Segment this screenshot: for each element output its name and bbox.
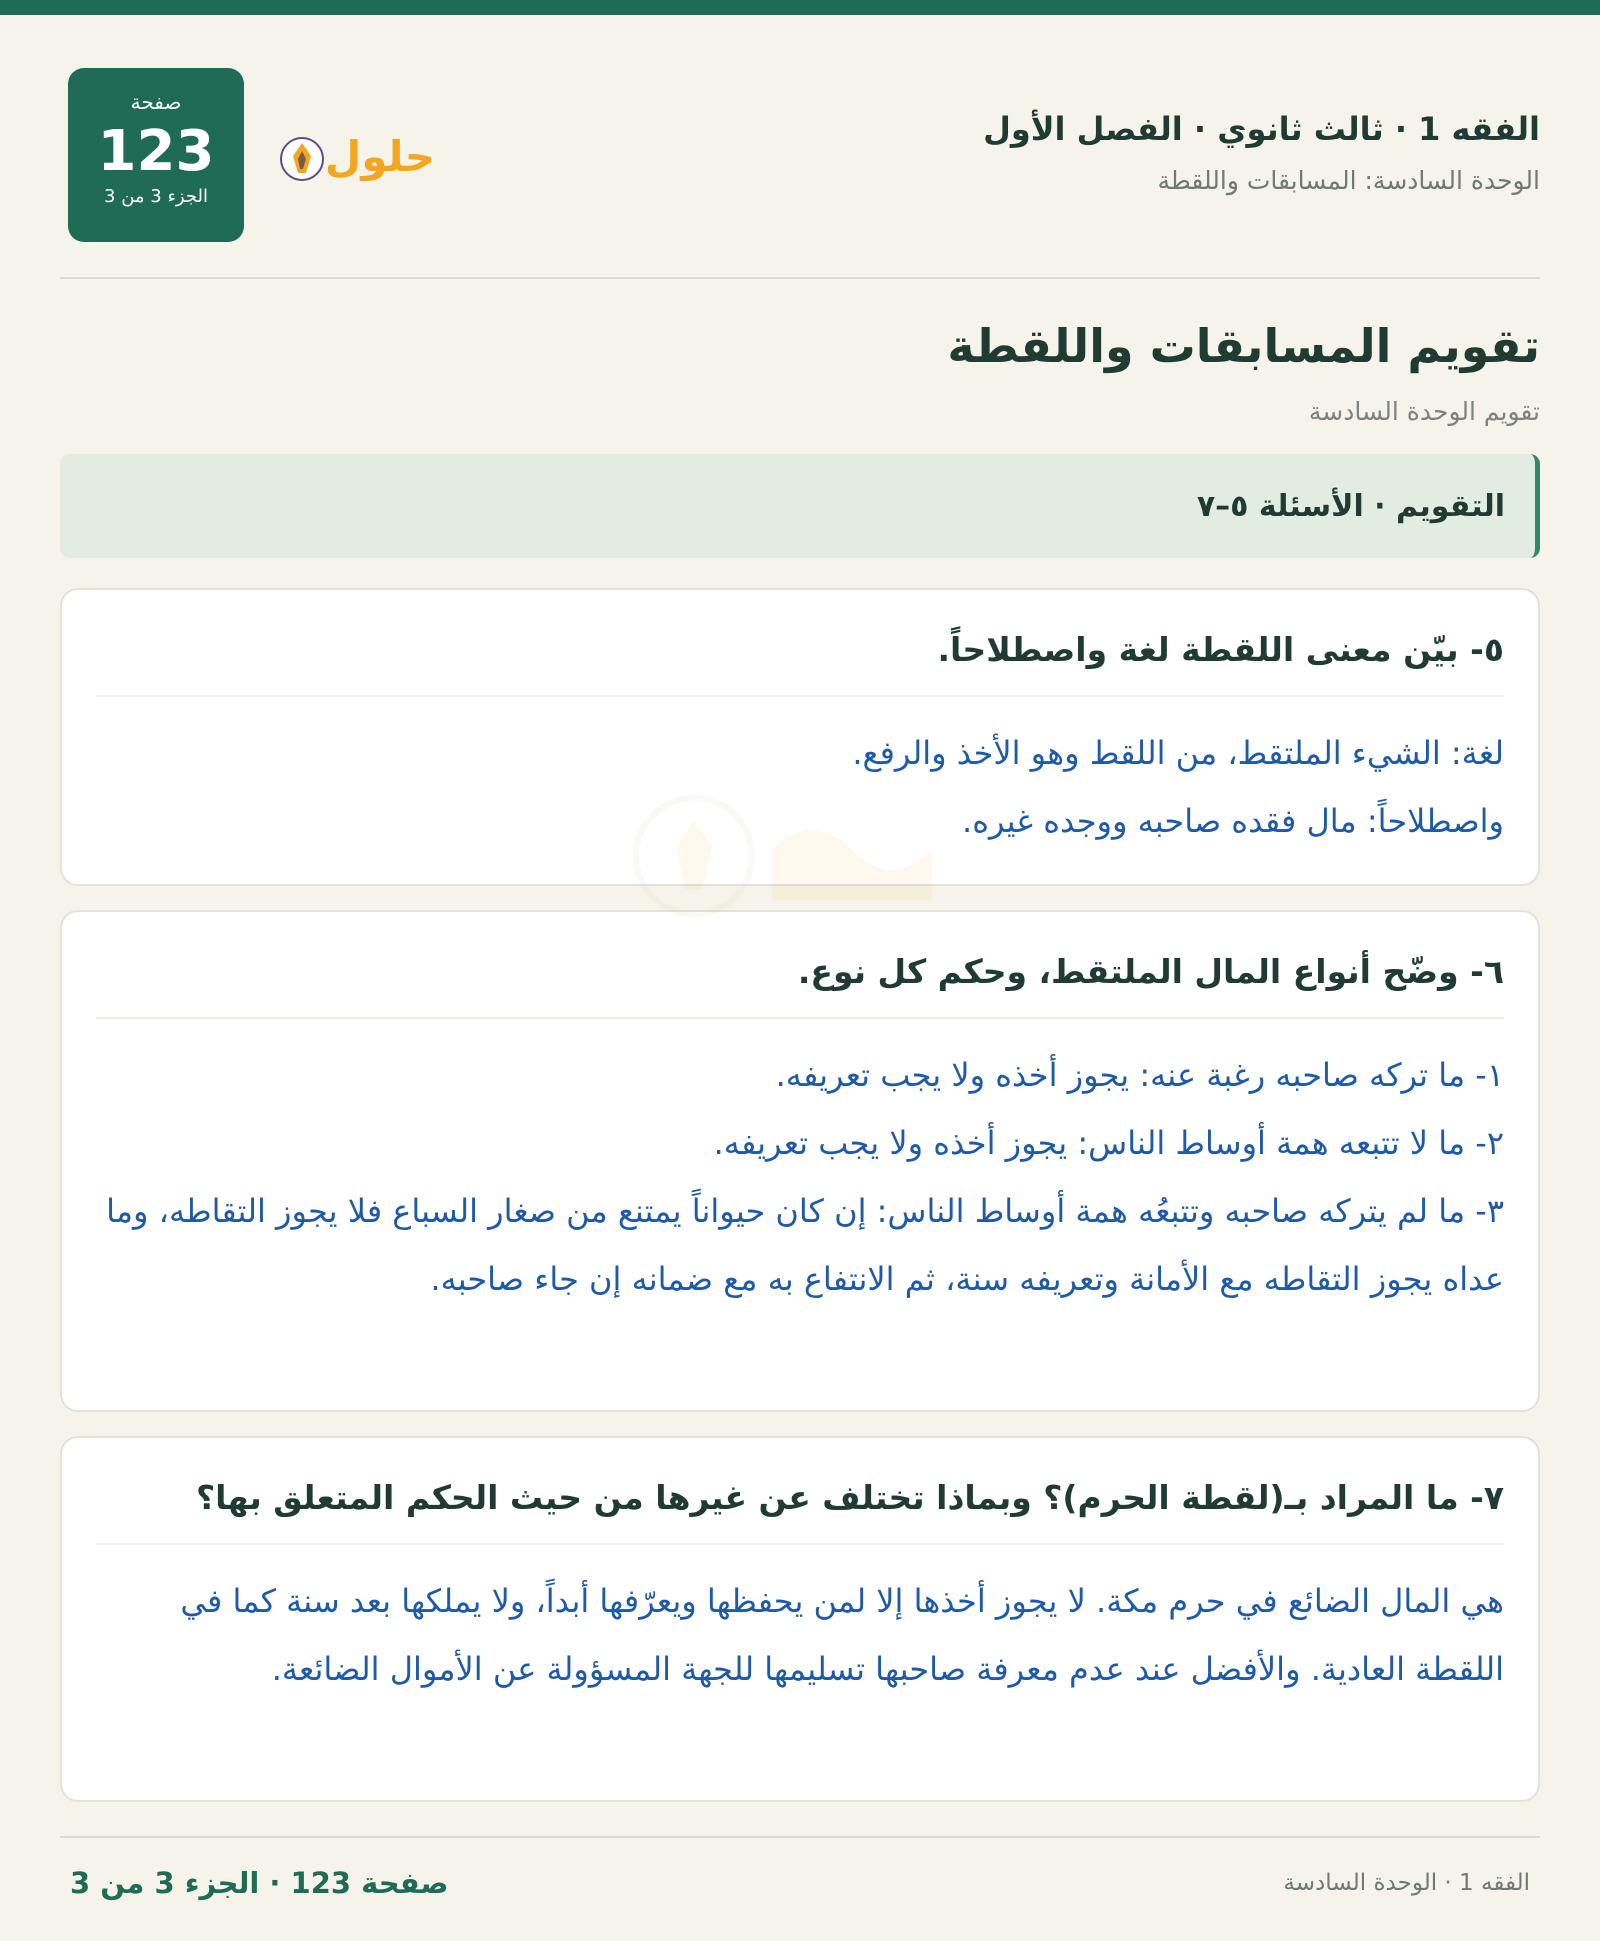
title-block [60, 319, 1540, 426]
question-text: ٧- ما المراد بـ(لقطة الحرم)؟ وبماذا تختلف عن غيرها من حيث الحكم المتعلق بها؟ [96, 1438, 1504, 1545]
page-header [60, 15, 1540, 279]
question-text: ٦- وضّح أنواع المال الملتقط، وحكم كل نوع. [96, 912, 1504, 1019]
question-card [60, 588, 1540, 886]
question-text: ٥- بيّن معنى اللقطة لغة واصطلاحاً. [96, 590, 1504, 697]
answer-line: ١- ما تركه صاحبه رغبة عنه: يجوز أخذه ولا يجب تعريفه. [775, 1056, 1504, 1094]
answer-line: هي المال الضائع في حرم مكة. لا يجوز أخذها إلا لمن يحفظها ويعرّفها أبداً، ولا يملكها بعد سنة كما في اللقطة العادية. والأفضل عند عدم معرفة صاحبها تسليمها للجهة المسؤولة عن الأموال الضائعة. [180, 1582, 1504, 1688]
brand-logo [272, 123, 452, 195]
top-accent-bar [0, 0, 1600, 15]
page-number-badge [68, 68, 244, 242]
section-title: التقويم · الأسئلة ٥–٧ [1196, 488, 1505, 524]
badge-part: الجزء 3 من 3 [104, 186, 208, 207]
header-text [983, 110, 1540, 195]
watermark-logo-icon [632, 790, 962, 920]
question-card [60, 910, 1540, 1412]
footer-page-info: صفحة 123 · الجزء 3 من 3 [70, 1866, 449, 1900]
answer-line: لغة: الشيء الملتقط، من اللقط وهو الأخذ والرفع. [852, 734, 1504, 772]
badge-page-number: 123 [97, 119, 215, 184]
answer-line: ٢- ما لا تتبعه همة أوساط الناس: يجوز أخذه ولا يجب تعريفه. [713, 1124, 1504, 1162]
section-banner [60, 454, 1540, 558]
footer-book-info: الفقه 1 · الوحدة السادسة [1283, 1870, 1530, 1896]
answer-block [96, 1545, 1504, 1727]
page-container [60, 15, 1540, 1926]
answer-block [96, 1019, 1504, 1337]
badge-label: صفحة [130, 90, 182, 114]
answer-line: واصطلاحاً: مال فقده صاحبه ووجده غيره. [962, 802, 1504, 840]
question-card [60, 1436, 1540, 1802]
unit-subtitle: الوحدة السادسة: المسابقات واللقطة [1157, 166, 1540, 195]
answer-line: ٣- ما لم يتركه صاحبه وتتبعُه همة أوساط الناس: إن كان حيواناً يمتنع من صغار السباع فلا يجوز التقاطه، وما عداه يجوز التقاطه مع الأمانة وتعريفه سنة، ثم الانتفاع به مع ضمانه إن جاء صاحبه. [106, 1192, 1504, 1298]
page-subtitle: تقويم الوحدة السادسة [1308, 397, 1540, 426]
brand-logo-text: حلول [324, 132, 436, 181]
page-title: تقويم المسابقات واللقطة [947, 319, 1540, 373]
book-title: الفقه 1 · ثالث ثانوي · الفصل الأول [983, 110, 1540, 148]
page-footer [60, 1836, 1540, 1926]
